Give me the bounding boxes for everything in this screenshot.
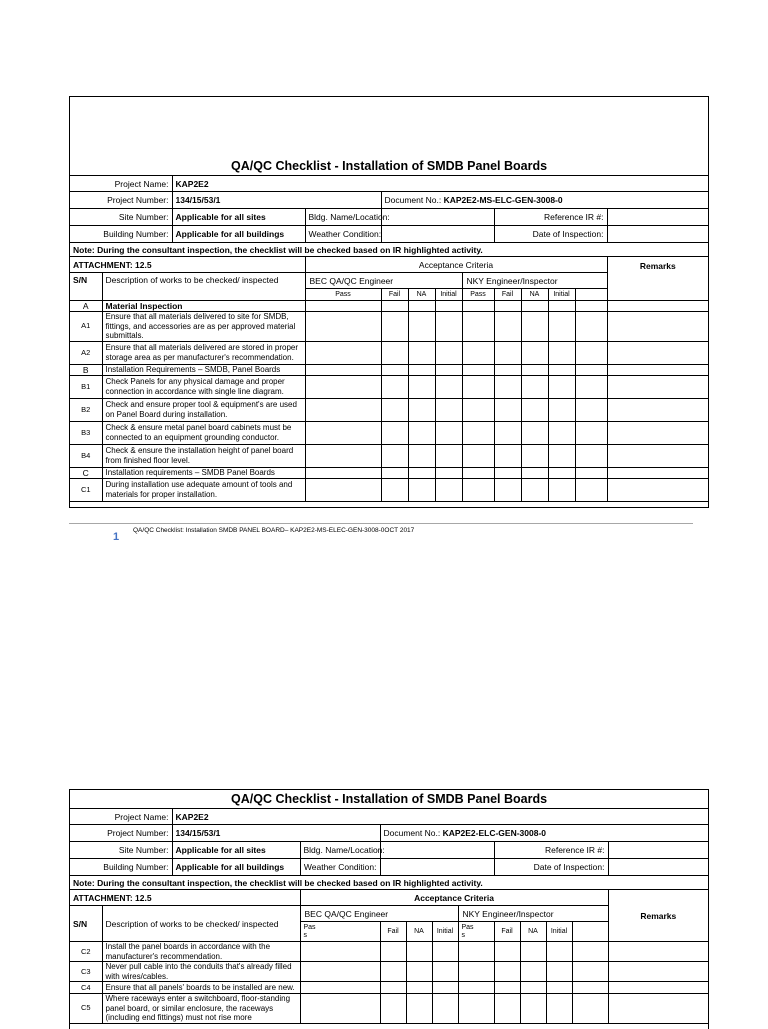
check-cell[interactable] <box>408 375 435 398</box>
check-cell[interactable] <box>381 364 408 375</box>
check-cell[interactable] <box>408 364 435 375</box>
check-cell[interactable] <box>462 398 494 421</box>
row-sn: C2 <box>70 942 102 962</box>
check-cell[interactable] <box>406 962 432 982</box>
check-cell[interactable] <box>546 982 572 994</box>
check-cell[interactable] <box>575 312 607 342</box>
acceptance-criteria-header: Acceptance Criteria <box>305 257 607 273</box>
check-cell[interactable] <box>462 444 494 467</box>
check-cell[interactable] <box>548 478 575 501</box>
check-cell[interactable] <box>494 312 521 342</box>
site-number-value-2: Applicable for all sites <box>172 842 300 859</box>
check-cell[interactable] <box>572 982 608 994</box>
bec-pass-header: Pass <box>305 289 381 301</box>
check-cell[interactable] <box>520 982 546 994</box>
check-cell[interactable] <box>432 962 458 982</box>
building-number-value-2: Applicable for all buildings <box>172 859 300 876</box>
site-number-label-2: Site Number: <box>70 842 172 859</box>
remarks-cell[interactable] <box>607 341 708 364</box>
sn-header-2: S/N <box>70 906 102 942</box>
check-cell[interactable] <box>494 962 520 982</box>
project-number-label-2: Project Number: <box>70 825 172 842</box>
pass-part-2: s <box>303 931 307 939</box>
check-cell[interactable] <box>520 994 546 1024</box>
check-cell[interactable] <box>521 444 548 467</box>
reference-ir-label-2: Reference IR #: <box>494 842 608 859</box>
table-row <box>70 398 708 421</box>
reference-ir-value-2 <box>608 842 708 859</box>
check-cell[interactable] <box>548 467 575 478</box>
check-cell[interactable] <box>546 962 572 982</box>
bec-pass-header-2 <box>300 922 380 942</box>
row-description: Never pull cable into the conduits that's already filled with wires/cables. <box>102 962 300 982</box>
check-cell[interactable] <box>435 478 462 501</box>
sn-header: S/N <box>70 273 102 301</box>
check-cell[interactable] <box>435 421 462 444</box>
nky-initial-header-2: Initial <box>546 922 572 942</box>
check-cell[interactable] <box>381 375 408 398</box>
nky-pass-header: Pass <box>462 289 494 301</box>
bec-engineer-header-2: BEC QA/QC Engineer <box>300 906 458 922</box>
row-description: Check and ensure proper tool & equipment's are used on Panel Board during installation. <box>102 398 305 421</box>
document-no-value: KAP2E2-MS-ELC-GEN-3008-0 <box>443 195 563 205</box>
bec-na-header: NA <box>408 289 435 301</box>
check-cell[interactable] <box>305 341 381 364</box>
reference-ir-label: Reference IR #: <box>494 209 607 226</box>
check-cell[interactable] <box>406 994 432 1024</box>
check-cell[interactable] <box>575 375 607 398</box>
row-sn: C4 <box>70 982 102 994</box>
check-cell[interactable] <box>521 398 548 421</box>
check-cell[interactable] <box>435 467 462 478</box>
row-description: Material Inspection <box>102 301 305 312</box>
bec-initial-header: Initial <box>435 289 462 301</box>
check-cell[interactable] <box>300 994 380 1024</box>
row-description: Install the panel boards in accordance with the manufacturer's recommendation. <box>102 942 300 962</box>
check-cell[interactable] <box>381 301 408 312</box>
check-cell[interactable] <box>575 467 607 478</box>
check-cell[interactable] <box>575 421 607 444</box>
table-row <box>70 301 708 312</box>
remarks-cell[interactable] <box>607 398 708 421</box>
nky-pass-header-2 <box>458 922 494 942</box>
checklist-page-2 <box>69 789 709 1029</box>
check-cell[interactable] <box>494 982 520 994</box>
table-row <box>70 478 708 501</box>
date-inspection-value <box>607 226 708 243</box>
check-cell[interactable] <box>381 478 408 501</box>
row-sn: A1 <box>70 312 102 342</box>
check-cell[interactable] <box>548 444 575 467</box>
check-cell[interactable] <box>300 982 380 994</box>
table-row <box>70 982 708 994</box>
check-cell[interactable] <box>548 312 575 342</box>
nky-engineer-header: NKY Engineer/Inspector <box>462 273 607 289</box>
row-sn: B1 <box>70 375 102 398</box>
check-cell[interactable] <box>458 942 494 962</box>
remarks-cell[interactable] <box>607 364 708 375</box>
check-cell[interactable] <box>406 982 432 994</box>
check-cell[interactable] <box>408 301 435 312</box>
check-cell[interactable] <box>494 994 520 1024</box>
bec-na-header-2: NA <box>406 922 432 942</box>
check-cell[interactable] <box>462 341 494 364</box>
check-cell[interactable] <box>435 364 462 375</box>
site-number-label: Site Number: <box>70 209 172 226</box>
check-cell[interactable] <box>305 312 381 342</box>
remarks-header: Remarks <box>607 257 708 301</box>
bec-initial-header-2: Initial <box>432 922 458 942</box>
bldg-name-value <box>381 209 494 226</box>
consultant-note: Note: During the consultant inspection, the checklist will be checked based on IR highlighted activity. <box>70 243 708 257</box>
document-no-cell-2 <box>380 825 708 842</box>
table-row <box>70 994 708 1024</box>
check-cell[interactable] <box>408 421 435 444</box>
check-cell[interactable] <box>494 942 520 962</box>
weather-label-2: Weather Condition: <box>300 859 380 876</box>
check-cell[interactable] <box>406 942 432 962</box>
row-sn: B2 <box>70 398 102 421</box>
checklist-rows-1 <box>70 301 708 502</box>
row-sn: A <box>70 301 102 312</box>
check-cell[interactable] <box>521 421 548 444</box>
project-name-label-2: Project Name: <box>70 809 172 825</box>
project-number-value: 134/15/53/1 <box>172 192 381 209</box>
table-row <box>70 421 708 444</box>
nky-engineer-header-2: NKY Engineer/Inspector <box>458 906 608 922</box>
row-description: Installation Requirements – SMDB, Panel Boards <box>102 364 305 375</box>
check-cell[interactable] <box>435 341 462 364</box>
row-sn: C5 <box>70 994 102 1024</box>
check-cell[interactable] <box>408 398 435 421</box>
date-inspection-value-2 <box>608 859 708 876</box>
check-cell[interactable] <box>381 467 408 478</box>
row-description: Ensure that all panels' boards to be installed are new. <box>102 982 300 994</box>
check-cell[interactable] <box>462 375 494 398</box>
nky-pass-part-2: s <box>461 931 465 939</box>
check-cell[interactable] <box>494 364 521 375</box>
document-no-label-2: Document No.: <box>383 828 441 838</box>
remarks-cell[interactable] <box>608 982 708 994</box>
table-row <box>70 444 708 467</box>
check-cell[interactable] <box>381 421 408 444</box>
table-row <box>70 341 708 364</box>
nky-extra-header-2 <box>572 922 608 942</box>
table-row <box>70 942 708 962</box>
check-cell[interactable] <box>548 398 575 421</box>
remarks-header-2: Remarks <box>608 890 708 942</box>
footer-divider <box>69 523 693 524</box>
check-cell[interactable] <box>435 398 462 421</box>
nky-na-header-2: NA <box>520 922 546 942</box>
check-cell[interactable] <box>432 942 458 962</box>
check-cell[interactable] <box>380 962 406 982</box>
check-cell[interactable] <box>494 375 521 398</box>
table-row <box>70 364 708 375</box>
check-cell[interactable] <box>548 421 575 444</box>
building-number-label: Building Number: <box>70 226 172 243</box>
weather-value-2 <box>380 859 494 876</box>
bec-engineer-header: BEC QA/QC Engineer <box>305 273 462 289</box>
check-cell[interactable] <box>521 301 548 312</box>
check-cell[interactable] <box>494 467 521 478</box>
check-cell[interactable] <box>432 982 458 994</box>
row-sn: B4 <box>70 444 102 467</box>
check-cell[interactable] <box>380 982 406 994</box>
check-cell[interactable] <box>462 312 494 342</box>
check-cell[interactable] <box>575 478 607 501</box>
check-cell[interactable] <box>408 341 435 364</box>
check-cell[interactable] <box>305 301 381 312</box>
check-cell[interactable] <box>408 444 435 467</box>
table-row <box>70 375 708 398</box>
check-cell[interactable] <box>380 942 406 962</box>
checklist-rows-2 <box>70 942 708 1024</box>
check-cell[interactable] <box>521 375 548 398</box>
row-sn: C1 <box>70 478 102 501</box>
description-header-2: Description of works to be checked/ inspected <box>102 906 300 942</box>
description-header: Description of works to be checked/ inspected <box>102 273 305 301</box>
document-no-cell <box>381 192 708 209</box>
bldg-name-label-2: Bldg. Name/Location: <box>300 842 380 859</box>
remarks-cell[interactable] <box>608 942 708 962</box>
page-title-2: QA/QC Checklist - Installation of SMDB Panel Boards <box>70 790 708 809</box>
header-blank-area <box>70 97 708 157</box>
check-cell[interactable] <box>575 301 607 312</box>
date-inspection-label-2: Date of Inspection: <box>494 859 608 876</box>
check-cell[interactable] <box>521 478 548 501</box>
consultant-note-2: Note: During the consultant inspection, the checklist will be checked based on IR highlighted activity. <box>70 876 708 890</box>
site-number-value: Applicable for all sites <box>172 209 305 226</box>
check-cell[interactable] <box>305 478 381 501</box>
check-cell[interactable] <box>458 982 494 994</box>
page-title: QA/QC Checklist - Installation of SMDB Panel Boards <box>70 157 708 176</box>
check-cell[interactable] <box>408 467 435 478</box>
check-cell[interactable] <box>300 942 380 962</box>
footer-page-number: 1 <box>113 531 120 543</box>
bldg-name-value-2 <box>380 842 494 859</box>
check-cell[interactable] <box>462 301 494 312</box>
table-row <box>70 962 708 982</box>
check-cell[interactable] <box>575 444 607 467</box>
row-description: Ensure that all materials delivered are stored in proper storage area as per manufacturer's recommendation. <box>102 341 305 364</box>
nky-pass-part-1: Pas <box>461 923 474 931</box>
checklist-table-2 <box>70 790 708 1024</box>
check-cell[interactable] <box>305 421 381 444</box>
checklist-table-1 <box>70 157 708 502</box>
nky-initial-header: Initial <box>548 289 575 301</box>
attachment-label: ATTACHMENT: 12.5 <box>70 257 305 273</box>
check-cell[interactable] <box>521 341 548 364</box>
check-cell[interactable] <box>494 421 521 444</box>
check-cell[interactable] <box>546 942 572 962</box>
building-number-label-2: Building Number: <box>70 859 172 876</box>
check-cell[interactable] <box>546 994 572 1024</box>
check-cell[interactable] <box>458 962 494 982</box>
check-cell[interactable] <box>572 994 608 1024</box>
row-description: Ensure that all materials delivered to site for SMDB, fittings, and accessories are as per approved material submittals. <box>102 312 305 342</box>
project-name-value-2: KAP2E2 <box>172 809 708 825</box>
check-cell[interactable] <box>305 444 381 467</box>
check-cell[interactable] <box>380 994 406 1024</box>
project-number-value-2: 134/15/53/1 <box>172 825 380 842</box>
check-cell[interactable] <box>548 364 575 375</box>
table-row <box>70 467 708 478</box>
weather-value <box>381 226 494 243</box>
check-cell[interactable] <box>305 467 381 478</box>
remarks-cell[interactable] <box>607 478 708 501</box>
check-cell[interactable] <box>381 312 408 342</box>
row-sn: B3 <box>70 421 102 444</box>
bldg-name-label: Bldg. Name/Location: <box>305 209 381 226</box>
project-number-label: Project Number: <box>70 192 172 209</box>
check-cell[interactable] <box>521 467 548 478</box>
remarks-cell[interactable] <box>608 994 708 1024</box>
check-cell[interactable] <box>462 478 494 501</box>
check-cell[interactable] <box>305 364 381 375</box>
remarks-cell[interactable] <box>607 301 708 312</box>
check-cell[interactable] <box>575 341 607 364</box>
remarks-cell[interactable] <box>607 421 708 444</box>
nky-extra-header <box>575 289 607 301</box>
bec-fail-header: Fail <box>381 289 408 301</box>
check-cell[interactable] <box>435 301 462 312</box>
remarks-cell[interactable] <box>607 467 708 478</box>
check-cell[interactable] <box>300 962 380 982</box>
row-description: Check & ensure metal panel board cabinets must be connected to an equipment grounding conductor. <box>102 421 305 444</box>
check-cell[interactable] <box>520 962 546 982</box>
date-inspection-label: Date of Inspection: <box>494 226 607 243</box>
row-description: Check Panels for any physical damage and proper connection in accordance with single line diagram. <box>102 375 305 398</box>
table-row <box>70 312 708 342</box>
check-cell[interactable] <box>462 364 494 375</box>
check-cell[interactable] <box>494 341 521 364</box>
weather-label: Weather Condition: <box>305 226 381 243</box>
reference-ir-value <box>607 209 708 226</box>
check-cell[interactable] <box>548 341 575 364</box>
building-number-value: Applicable for all buildings <box>172 226 305 243</box>
check-cell[interactable] <box>462 467 494 478</box>
project-name-label: Project Name: <box>70 176 172 192</box>
pass-part-1: Pas <box>303 923 316 931</box>
check-cell[interactable] <box>458 994 494 1024</box>
row-description: Check & ensure the installation height of panel board from finished floor level. <box>102 444 305 467</box>
row-sn: B <box>70 364 102 375</box>
check-cell[interactable] <box>381 341 408 364</box>
remarks-cell[interactable] <box>607 444 708 467</box>
check-cell[interactable] <box>520 942 546 962</box>
check-cell[interactable] <box>575 364 607 375</box>
document-no-label: Document No.: <box>384 195 442 205</box>
remarks-cell[interactable] <box>607 375 708 398</box>
row-sn: C3 <box>70 962 102 982</box>
project-name-value: KAP2E2 <box>172 176 708 192</box>
check-cell[interactable] <box>572 962 608 982</box>
check-cell[interactable] <box>494 444 521 467</box>
check-cell[interactable] <box>435 444 462 467</box>
nky-na-header: NA <box>521 289 548 301</box>
row-description: Installation requirements – SMDB Panel Boards <box>102 467 305 478</box>
remarks-cell[interactable] <box>608 962 708 982</box>
check-cell[interactable] <box>521 364 548 375</box>
check-cell[interactable] <box>435 375 462 398</box>
check-cell[interactable] <box>462 421 494 444</box>
check-cell[interactable] <box>521 312 548 342</box>
check-cell[interactable] <box>494 301 521 312</box>
check-cell[interactable] <box>381 444 408 467</box>
attachment-label-2: ATTACHMENT: 12.5 <box>70 890 300 906</box>
check-cell[interactable] <box>575 398 607 421</box>
check-cell[interactable] <box>305 398 381 421</box>
check-cell[interactable] <box>432 994 458 1024</box>
nky-fail-header: Fail <box>494 289 521 301</box>
check-cell[interactable] <box>381 398 408 421</box>
bec-fail-header-2: Fail <box>380 922 406 942</box>
check-cell[interactable] <box>494 398 521 421</box>
check-cell[interactable] <box>548 301 575 312</box>
check-cell[interactable] <box>548 375 575 398</box>
check-cell[interactable] <box>435 312 462 342</box>
check-cell[interactable] <box>408 478 435 501</box>
checklist-page-1 <box>69 96 709 508</box>
remarks-cell[interactable] <box>607 312 708 342</box>
check-cell[interactable] <box>305 375 381 398</box>
check-cell[interactable] <box>408 312 435 342</box>
check-cell[interactable] <box>494 478 521 501</box>
row-description: Where raceways enter a switchboard, floor-standing panel board, or similar enclosure, the raceways (including end fittings) must not rise more <box>102 994 300 1024</box>
nky-fail-header-2: Fail <box>494 922 520 942</box>
footer-text: QA/QC Checklist: Installation SMDB PANEL BOARD– KAP2E2-MS-ELEC-GEN-3008-0OCT 2017 <box>133 527 415 534</box>
check-cell[interactable] <box>572 942 608 962</box>
row-sn: A2 <box>70 341 102 364</box>
row-description: During installation use adequate amount of tools and materials for proper installation. <box>102 478 305 501</box>
row-sn: C <box>70 467 102 478</box>
document-no-value-2: KAP2E2-ELC-GEN-3008-0 <box>442 828 547 838</box>
acceptance-criteria-header-2: Acceptance Criteria <box>300 890 608 906</box>
